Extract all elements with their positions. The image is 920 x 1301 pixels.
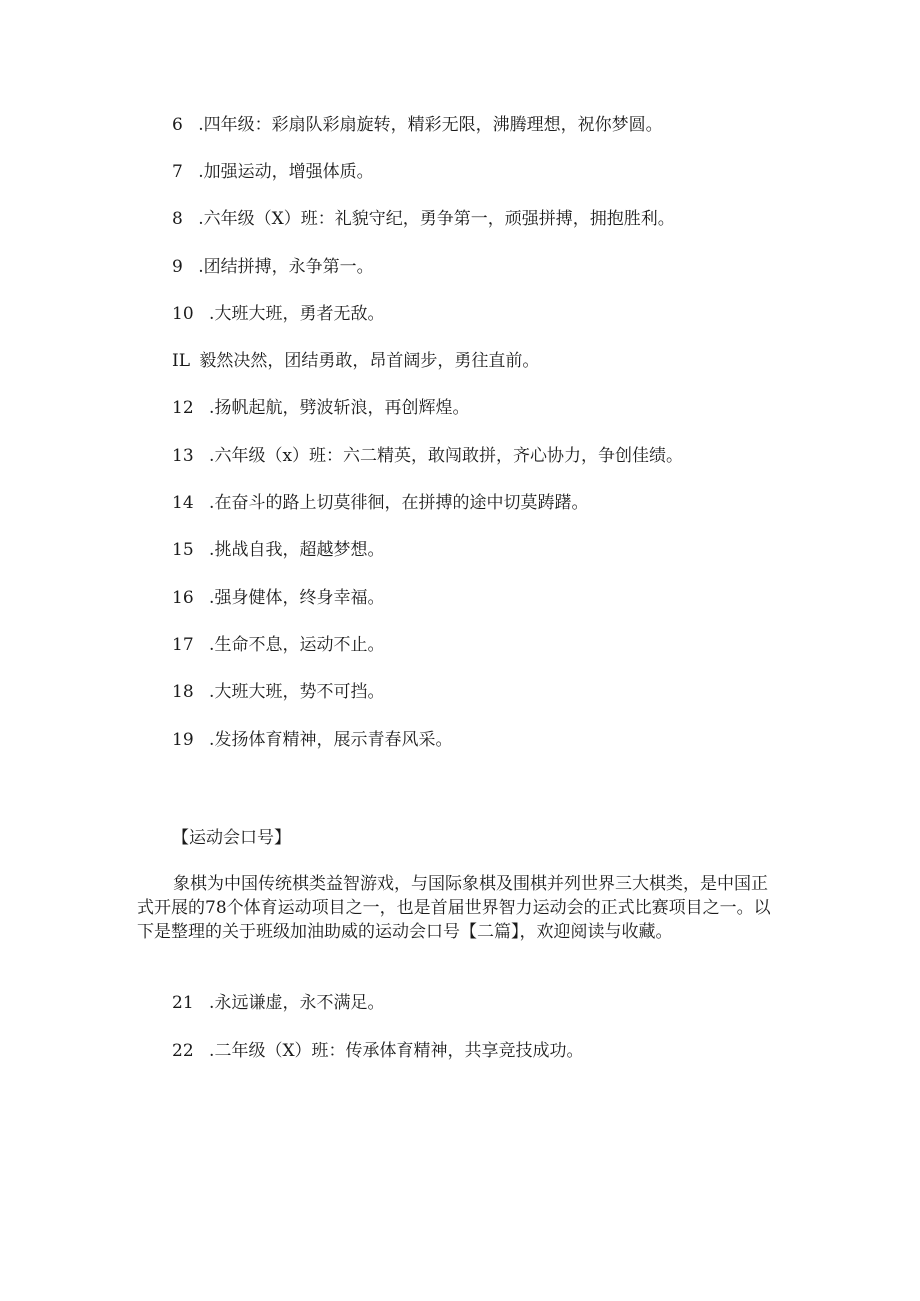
item-text: .生命不息，运动不止。 [209,635,385,655]
item-text: .大班大班，势不可挡。 [209,682,385,702]
item-number: 19 [172,730,194,750]
item-text: .六年级（X）班：礼貌守纪，勇争第一，顽强拼搏，拥抱胜利。 [198,209,675,229]
item-text: .六年级（x）班：六二精英，敢闯敢拼，齐心协力，争创佳绩。 [209,446,684,466]
item-text: .团结拼搏，永争第一。 [198,257,374,277]
list-item [172,681,384,703]
item-number: 22 [172,1041,194,1061]
list-item [172,114,663,136]
item-number: 15 [172,540,194,560]
item-number: 12 [172,398,194,418]
item-text: .四年级：彩扇队彩扇旋转，精彩无限，沸腾理想，祝你梦圆。 [198,115,663,135]
section-heading: 【运动会口号】 [172,828,291,848]
item-number: 8 [172,209,183,229]
item-number: 6 [172,115,183,135]
list-item [172,303,384,325]
list-item [172,1040,584,1062]
intro-paragraph: 象棋为中国传统棋类益智游戏，与国际象棋及围棋并列世界三大棋类，是中国正式开展的78个体育运动项目之一，也是首届世界智力运动会的正式比赛项目之一。以下是整理的关于班级加油助威的运动会口号【二篇】，欢迎阅读与收藏。 [137,874,771,942]
item-number: 9 [172,257,183,277]
item-number: IL [172,351,191,371]
item-text: .发扬体育精神，展示青春风采。 [209,730,453,750]
list-item [172,445,683,467]
item-text: .永远谦虚，永不满足。 [209,993,385,1013]
list-item [172,539,384,561]
item-number: 17 [172,635,194,655]
list-item [172,397,469,419]
item-number: 7 [172,162,183,182]
list-item [172,208,675,230]
item-text: .二年级（X）班：传承体育精神，共享竞技成功。 [209,1041,584,1061]
list-item [172,492,588,514]
item-text: .强身健体，终身幸福。 [209,588,385,608]
list-item [172,350,539,372]
list-item [172,729,452,751]
item-number: 10 [172,304,194,324]
list-item [172,992,384,1014]
item-text: .挑战自我，超越梦想。 [209,540,385,560]
list-item [172,587,384,609]
list-item [172,634,384,656]
list-item [172,256,374,278]
item-text: .大班大班，勇者无敌。 [209,304,385,324]
item-number: 14 [172,493,194,513]
item-number: 13 [172,446,194,466]
item-text: .在奋斗的路上切莫徘徊，在拼搏的途中切莫踌躇。 [209,493,589,513]
item-number: 16 [172,588,194,608]
item-number: 21 [172,993,194,1013]
item-text: 毅然决然，团结勇敢，昂首阔步，勇往直前。 [199,351,540,371]
item-text: .扬帆起航，劈波斩浪，再创辉煌。 [209,398,470,418]
item-number: 18 [172,682,194,702]
list-item [172,161,374,183]
item-text: .加强运动，增强体质。 [198,162,374,182]
